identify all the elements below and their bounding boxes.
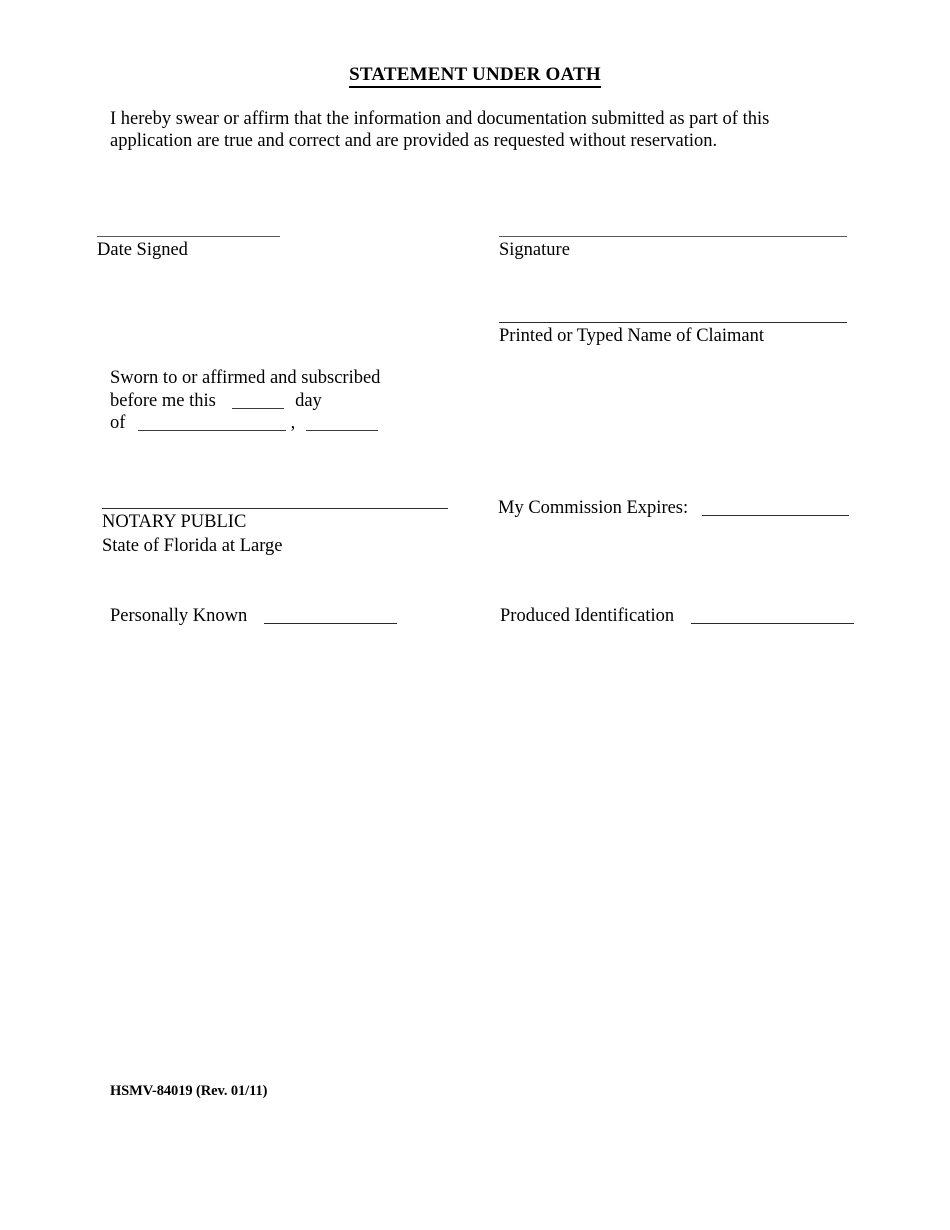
commission-expires-blank[interactable]	[702, 501, 849, 516]
date-signed-field[interactable]	[97, 236, 280, 261]
printed-name-field[interactable]	[499, 322, 847, 347]
sworn-line-3-prefix: of	[110, 413, 126, 433]
sworn-line-2	[110, 390, 380, 413]
notary-signature-field[interactable]	[102, 508, 448, 557]
oath-statement-line-2: application are true and correct and are provided as requested without reservation.	[110, 131, 718, 151]
personally-known-blank[interactable]	[264, 609, 397, 624]
sworn-line-2-suffix: day	[295, 390, 322, 411]
oath-statement-line-1: I hereby swear or affirm that the information and documentation submitted as part of this	[110, 109, 770, 129]
commission-expires-field[interactable]	[498, 497, 849, 519]
sworn-line-1: Sworn to or affirmed and subscribed	[110, 368, 381, 388]
sworn-line-2-prefix: before me this	[110, 390, 216, 411]
date-signed-label: Date Signed	[97, 240, 188, 260]
notary-public-label: NOTARY PUBLIC	[102, 512, 247, 532]
signature-field[interactable]	[499, 236, 847, 261]
personally-known-field[interactable]	[110, 605, 397, 627]
page-title-text: STATEMENT UNDER OATH	[349, 64, 601, 88]
sworn-statement-block	[110, 367, 380, 435]
sworn-day-blank[interactable]	[232, 394, 284, 409]
produced-identification-blank[interactable]	[691, 609, 854, 624]
sworn-line-3	[110, 412, 380, 435]
commission-expires-label: My Commission Expires:	[498, 498, 689, 518]
printed-name-label: Printed or Typed Name of Claimant	[499, 326, 765, 346]
personally-known-label: Personally Known	[110, 606, 248, 626]
produced-identification-field[interactable]	[500, 605, 854, 627]
oath-statement-paragraph	[110, 108, 800, 152]
produced-identification-label: Produced Identification	[500, 606, 675, 626]
sworn-comma: ,	[290, 413, 296, 433]
signature-label: Signature	[499, 240, 570, 260]
page-title	[0, 64, 950, 86]
form-number-footer: HSMV-84019 (Rev. 01/11)	[110, 1083, 268, 1099]
notary-state-label: State of Florida at Large	[102, 536, 283, 556]
sworn-year-blank[interactable]	[306, 416, 378, 431]
sworn-month-blank[interactable]	[138, 416, 286, 431]
